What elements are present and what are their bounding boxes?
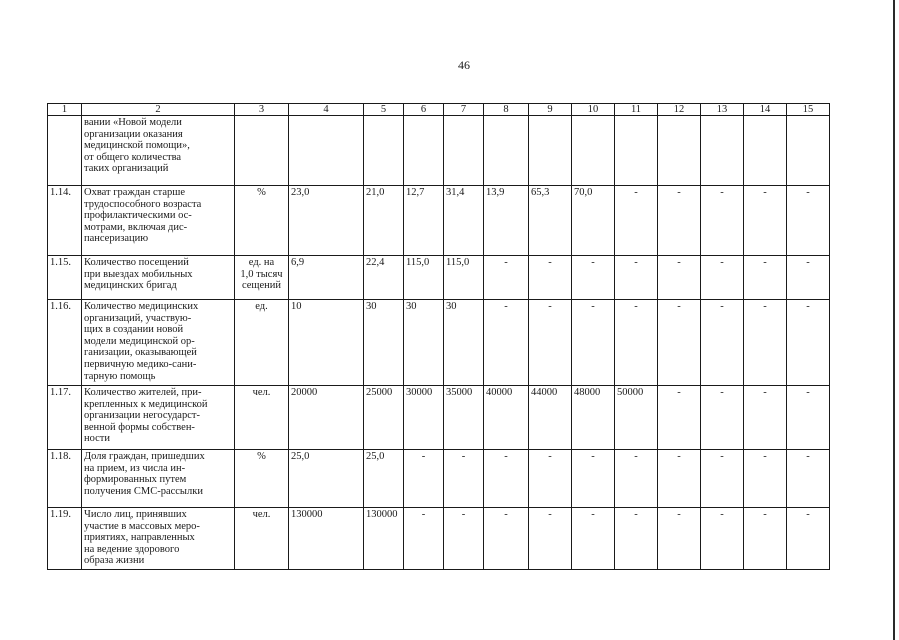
value-cell: 21,0 bbox=[364, 186, 404, 256]
row-number: 1.18. bbox=[48, 450, 82, 508]
value-cell: - bbox=[572, 300, 615, 386]
value-cell bbox=[364, 116, 404, 186]
value-cell bbox=[701, 116, 744, 186]
value-cell: - bbox=[787, 450, 830, 508]
value-cell: - bbox=[615, 450, 658, 508]
value-cell: - bbox=[484, 508, 529, 570]
value-cell: - bbox=[701, 256, 744, 300]
value-cell: - bbox=[615, 508, 658, 570]
value-cell: - bbox=[787, 186, 830, 256]
column-header: 13 bbox=[701, 104, 744, 116]
text-line: пансеризацию bbox=[84, 233, 149, 245]
indicators-table bbox=[47, 103, 830, 570]
value-cell: - bbox=[572, 508, 615, 570]
value-cell: 13,9 bbox=[484, 186, 529, 256]
row-number: 1.15. bbox=[48, 256, 82, 300]
text-line: ед. bbox=[255, 301, 268, 312]
value-cell: - bbox=[444, 450, 484, 508]
text-line: мотрами, включая дис- bbox=[84, 221, 188, 233]
column-header: 1 bbox=[48, 104, 82, 116]
text-line: ганизации, оказывающей bbox=[84, 347, 197, 359]
table-row bbox=[48, 186, 830, 256]
value-cell: - bbox=[529, 300, 572, 386]
value-cell: 22,4 bbox=[364, 256, 404, 300]
table-row bbox=[48, 508, 830, 570]
value-cell: - bbox=[744, 450, 787, 508]
text-line: профилактическими ос- bbox=[84, 210, 192, 222]
unit-of-measure bbox=[235, 256, 289, 300]
value-cell: - bbox=[787, 300, 830, 386]
value-cell bbox=[658, 116, 701, 186]
row-number: 1.14. bbox=[48, 186, 82, 256]
value-cell: 12,7 bbox=[404, 186, 444, 256]
column-header: 10 bbox=[572, 104, 615, 116]
text-line: организаций, участвую- bbox=[84, 312, 192, 324]
value-cell: - bbox=[787, 508, 830, 570]
indicator-name bbox=[82, 116, 235, 186]
value-cell bbox=[289, 116, 364, 186]
text-line: Количество медицинских bbox=[84, 301, 199, 312]
text-line: организации оказания bbox=[84, 128, 183, 140]
value-cell: - bbox=[572, 256, 615, 300]
text-line: венной формы собствен- bbox=[84, 421, 195, 433]
value-cell: 115,0 bbox=[444, 256, 484, 300]
text-line: трудоспособного возраста bbox=[84, 198, 202, 210]
value-cell: - bbox=[615, 256, 658, 300]
value-cell: - bbox=[744, 186, 787, 256]
value-cell: 30 bbox=[364, 300, 404, 386]
text-line: формированных путем bbox=[84, 474, 187, 486]
value-cell: - bbox=[701, 508, 744, 570]
value-cell: - bbox=[787, 256, 830, 300]
value-cell: - bbox=[658, 256, 701, 300]
value-cell: - bbox=[658, 386, 701, 450]
value-cell: - bbox=[529, 256, 572, 300]
value-cell: - bbox=[744, 386, 787, 450]
value-cell: - bbox=[484, 256, 529, 300]
value-cell bbox=[404, 116, 444, 186]
column-header: 15 bbox=[787, 104, 830, 116]
text-line: % bbox=[257, 451, 266, 462]
indicator-name bbox=[82, 450, 235, 508]
value-cell: 25,0 bbox=[289, 450, 364, 508]
text-line: ед. на bbox=[248, 257, 275, 268]
value-cell: - bbox=[615, 300, 658, 386]
column-header: 4 bbox=[289, 104, 364, 116]
indicator-name bbox=[82, 186, 235, 256]
column-header: 8 bbox=[484, 104, 529, 116]
column-header: 14 bbox=[744, 104, 787, 116]
value-cell bbox=[484, 116, 529, 186]
row-number: 1.16. bbox=[48, 300, 82, 386]
value-cell: - bbox=[658, 508, 701, 570]
value-cell: - bbox=[444, 508, 484, 570]
text-line: Охват граждан старше bbox=[84, 187, 186, 198]
value-cell bbox=[529, 116, 572, 186]
value-cell: - bbox=[615, 186, 658, 256]
text-line: медицинской помощи», bbox=[84, 140, 190, 152]
text-line: тарную помощь bbox=[84, 370, 156, 382]
value-cell: 31,4 bbox=[444, 186, 484, 256]
unit-of-measure bbox=[235, 386, 289, 450]
value-cell: 20000 bbox=[289, 386, 364, 450]
table-row bbox=[48, 116, 830, 186]
indicator-name bbox=[82, 300, 235, 386]
value-cell: 70,0 bbox=[572, 186, 615, 256]
value-cell: - bbox=[404, 450, 444, 508]
value-cell: - bbox=[572, 450, 615, 508]
text-line: организации негосударст- bbox=[84, 410, 200, 422]
text-line: сещений bbox=[241, 280, 282, 292]
value-cell: - bbox=[529, 450, 572, 508]
value-cell: - bbox=[701, 450, 744, 508]
table-row bbox=[48, 450, 830, 508]
value-cell: 130000 bbox=[289, 508, 364, 570]
unit-of-measure bbox=[235, 300, 289, 386]
text-line: чел. bbox=[252, 509, 271, 520]
column-header: 9 bbox=[529, 104, 572, 116]
value-cell: - bbox=[787, 386, 830, 450]
value-cell: 50000 bbox=[615, 386, 658, 450]
text-line: крепленных к медицинской bbox=[84, 398, 208, 410]
row-number: 1.19. bbox=[48, 508, 82, 570]
text-line: вании «Новой модели bbox=[84, 117, 182, 128]
value-cell: - bbox=[744, 256, 787, 300]
text-line: участие в массовых меро- bbox=[84, 520, 200, 532]
value-cell: 25000 bbox=[364, 386, 404, 450]
text-line: Количество жителей, при- bbox=[84, 387, 202, 398]
value-cell: - bbox=[484, 300, 529, 386]
value-cell: 48000 bbox=[572, 386, 615, 450]
text-line: медицинских бригад bbox=[84, 280, 177, 292]
text-line: Доля граждан, пришедших bbox=[84, 451, 205, 462]
value-cell: - bbox=[744, 300, 787, 386]
row-number bbox=[48, 116, 82, 186]
indicator-name bbox=[82, 508, 235, 570]
indicator-name bbox=[82, 256, 235, 300]
row-number: 1.17. bbox=[48, 386, 82, 450]
value-cell bbox=[744, 116, 787, 186]
text-line: чел. bbox=[252, 387, 271, 398]
text-line: щих в создании новой bbox=[84, 324, 184, 336]
value-cell bbox=[572, 116, 615, 186]
value-cell: - bbox=[658, 186, 701, 256]
table-row bbox=[48, 256, 830, 300]
column-header: 7 bbox=[444, 104, 484, 116]
text-line: таких организаций bbox=[84, 163, 169, 175]
value-cell: 44000 bbox=[529, 386, 572, 450]
indicator-name bbox=[82, 386, 235, 450]
text-line: от общего количества bbox=[84, 151, 182, 163]
value-cell: - bbox=[484, 450, 529, 508]
value-cell bbox=[787, 116, 830, 186]
value-cell: 35000 bbox=[444, 386, 484, 450]
column-header: 5 bbox=[364, 104, 404, 116]
unit-of-measure bbox=[235, 116, 289, 186]
column-header: 12 bbox=[658, 104, 701, 116]
text-line: на прием, из числа ин- bbox=[84, 462, 186, 474]
text-line: Число лиц, принявших bbox=[84, 509, 187, 520]
value-cell: 30000 bbox=[404, 386, 444, 450]
unit-of-measure bbox=[235, 450, 289, 508]
column-header: 3 bbox=[235, 104, 289, 116]
value-cell: - bbox=[701, 186, 744, 256]
value-cell: - bbox=[658, 450, 701, 508]
value-cell bbox=[444, 116, 484, 186]
value-cell: - bbox=[404, 508, 444, 570]
text-line: на ведение здорового bbox=[84, 543, 180, 555]
scan-edge-line bbox=[893, 0, 895, 640]
value-cell: - bbox=[701, 386, 744, 450]
value-cell: 115,0 bbox=[404, 256, 444, 300]
value-cell: 65,3 bbox=[529, 186, 572, 256]
value-cell: 10 bbox=[289, 300, 364, 386]
text-line: ности bbox=[84, 433, 110, 445]
value-cell bbox=[615, 116, 658, 186]
value-cell: - bbox=[701, 300, 744, 386]
value-cell: 25,0 bbox=[364, 450, 404, 508]
text-line: при выездах мобильных bbox=[84, 268, 193, 280]
column-header: 11 bbox=[615, 104, 658, 116]
text-line: 1,0 тысяч bbox=[240, 268, 283, 280]
value-cell: 30 bbox=[444, 300, 484, 386]
table-row bbox=[48, 386, 830, 450]
unit-of-measure bbox=[235, 508, 289, 570]
value-cell: 30 bbox=[404, 300, 444, 386]
text-line: Количество посещений bbox=[84, 257, 189, 268]
column-header: 2 bbox=[82, 104, 235, 116]
unit-of-measure bbox=[235, 186, 289, 256]
text-line: получения СМС-рассылки bbox=[84, 485, 203, 497]
text-line: % bbox=[257, 187, 266, 198]
text-line: первичную медико-сани- bbox=[84, 358, 197, 370]
value-cell: 23,0 bbox=[289, 186, 364, 256]
column-header: 6 bbox=[404, 104, 444, 116]
text-line: образа жизни bbox=[84, 555, 145, 567]
value-cell: 130000 bbox=[364, 508, 404, 570]
value-cell: - bbox=[658, 300, 701, 386]
value-cell: 40000 bbox=[484, 386, 529, 450]
value-cell: - bbox=[529, 508, 572, 570]
header-row bbox=[48, 104, 830, 116]
text-line: модели медицинской ор- bbox=[84, 335, 195, 347]
value-cell: 6,9 bbox=[289, 256, 364, 300]
text-line: приятиях, направленных bbox=[84, 532, 195, 544]
page-number: 46 bbox=[458, 58, 470, 72]
value-cell: - bbox=[744, 508, 787, 570]
table-row bbox=[48, 300, 830, 386]
